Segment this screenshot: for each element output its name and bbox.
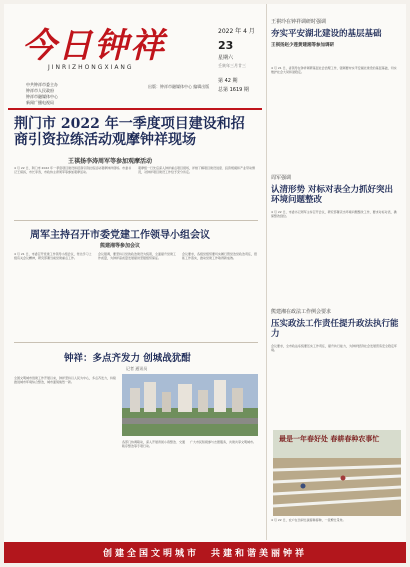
right-article1 (271, 18, 382, 48)
article1-text-b: 观摩组一行先后深入钟祥重点项目现场，详细了解项目建设进度、投资规模和产业带动情况，对钟祥项目建设工作给予充分肯定。 (138, 166, 256, 174)
article1-headline[interactable]: 荆门市 2022 年一季度项目建设和招商引资拉练活动观摩钟祥现场 (14, 116, 245, 148)
article3-text-a: 全国文明城市创建工作开展以来，钟祥坚持以人民为中心，多点齐发力，持续推进城市环境综合整治，城市面貌焕然一新。 (14, 376, 117, 384)
article3-headline[interactable]: 钟祥：多点齐发力 创城战犹酣 (64, 353, 191, 364)
right-article2-kicker: 周军强调 (271, 175, 292, 181)
article3-text-b: 各部门协调联动，深入开展背街小巷整治、交通秩序整治等专项行动。 (122, 440, 186, 448)
right-article2-text: 4 月 22 日，市委书记周军主持召开会议，研究部署突出环境问题整改工作，要求对标对表，确保整改到位。 (271, 210, 397, 218)
article2-text-a: 4 月 21 日，市委召开党建工作领导小组会议，传达学习上级有关会议精神，研究部署当前党建重点工作。 (14, 252, 92, 260)
right-article1-text: 4 月 21 日，省领导在钟祥调研基层社会治理工作，强调要夯实平安湖北建设的基层基础，切实维护社会大局和谐稳定。 (271, 66, 397, 74)
footer-slogan: 创建全国文明城市 共建和谐美丽钟祥 (102, 549, 307, 559)
footer-banner (4, 542, 406, 563)
photo-title: 最是一年春好处 春耕春种农事忙 (279, 434, 380, 443)
date-block (218, 26, 262, 93)
issue-number: 第 42 期 (218, 78, 238, 84)
article1-text-a: 4 月 22 日，荆门市 2022 年一季度项目建设和招商引资拉练活动观摩钟祥现场。市委书记王祺扬，市长李涛，市政协主席周军等参加观摩活动。 (14, 166, 132, 174)
article3-text-c: 广大市民积极参与志愿服务，共建共享文明城市。 (190, 440, 257, 444)
publisher-info: 出版：钟祥市融媒体中心 编辑出版 (148, 84, 210, 89)
article2-text-c: 会议要求，各级党组织要切实履行管党治党政治责任，狠抓工作落实，推动党建工作取得新成效。 (182, 252, 258, 260)
article2-text-b: 会议强调，要坚持以党的政治建设为统领，全面提升党建工作质量，为钟祥高质量发展提供坚强组织保证。 (98, 252, 177, 260)
masthead (8, 12, 262, 110)
date-year-month: 2022 年 4 月 (218, 28, 255, 35)
article2-subhead: 熊建湘等参加会议 (100, 243, 141, 249)
right-article3-headline[interactable]: 压实政法工作责任提升政法执行能力 (271, 319, 399, 339)
right-article3-kicker: 熊建湘在政法工作例会要求 (271, 309, 332, 315)
newspaper-page (4, 4, 406, 563)
right-article3-text: 会议要求，全市政法系统要压实工作责任，提升执行能力，为钟祥经济社会发展营造安全稳定环境。 (271, 344, 398, 352)
divider (14, 220, 258, 221)
right-column (266, 4, 404, 540)
photo-caption: 4 月 22 日，农户在田间忙碌春耕春种，一派繁忙景象。 (271, 518, 346, 522)
right-article1-subhead: 王祺扬赵少莲黄建湘等参加调研 (271, 43, 334, 48)
city-skyline-image (122, 374, 258, 436)
date-lunar: 壬寅年三月廿三 (218, 63, 246, 68)
article1-subhead: 王祺扬李涛周军等参加观摩活动 (68, 158, 153, 165)
sponsor-info: 中共钟祥市委主办 钟祥市人民政府 钟祥市融媒体中心 新闻广播电视局 (26, 82, 58, 105)
issue-total: 总第 1619 期 (218, 87, 249, 93)
logo-pinyin: JINRIZHONGXIANG (48, 64, 134, 71)
left-column (8, 4, 262, 540)
right-article3 (271, 308, 399, 339)
right-article2-headline[interactable]: 认清形势 对标对表全力抓好突出环境问题整改 (271, 185, 393, 205)
date-weekday: 星期六 (218, 55, 234, 61)
newspaper-logo: 今日钟祥 (22, 26, 166, 66)
divider (14, 342, 258, 343)
right-article1-kicker: 王祺玲在钟祥调研时强调 (271, 19, 327, 25)
right-article2 (271, 174, 399, 205)
city-photo[interactable] (122, 374, 258, 436)
spring-farming-photo[interactable] (273, 430, 401, 516)
date-day: 23 (218, 39, 234, 52)
article2-headline[interactable]: 周军主持召开市委党建工作领导小组会议 (30, 230, 210, 241)
right-article1-headline[interactable]: 夯实平安湖北建设的基层基础 (271, 29, 382, 39)
article3-byline: 记者 通讯员 (126, 366, 148, 371)
